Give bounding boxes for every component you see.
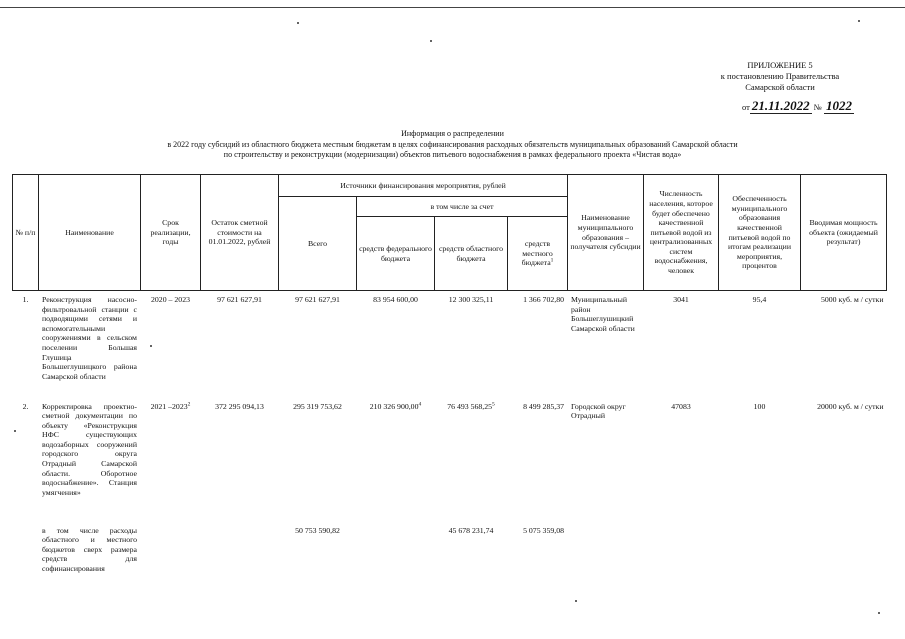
decree-date: 21.11.2022 bbox=[751, 98, 810, 113]
header-regional: средств областного бюджета bbox=[435, 217, 508, 291]
title-line2: в 2022 году субсидий из областного бюджета местным бюджетам в целях софинансирования расходных обязательств муниципальных образований Самарской области bbox=[167, 139, 738, 149]
row2-num: 2. bbox=[22, 401, 29, 411]
row1-local: 1 366 702,80 bbox=[523, 295, 564, 304]
row2-term-text: 2021 –2023 bbox=[150, 401, 188, 411]
scan-speck bbox=[878, 612, 880, 614]
row1-capacity: 5000 куб. м / сутки bbox=[820, 295, 884, 304]
row2-population: 47083 bbox=[671, 401, 691, 411]
header-population: Численность населения, которое будет обеспечено качественной питьевой водой из централизованных систем водоснабжения, человек bbox=[644, 175, 719, 291]
row2-federal bbox=[357, 401, 435, 525]
top-rule bbox=[0, 7, 905, 8]
header-local bbox=[508, 217, 568, 291]
header-sources: Источники финансирования мероприятия, рублей bbox=[279, 175, 568, 197]
row2-term bbox=[141, 401, 201, 525]
subrow-regional: 45 678 231,74 bbox=[448, 525, 494, 535]
row2-name: Корректировка проектно-сметной документации по объекту «Реконструкция НФС существующих водозаборных сооружений городского округа Отрадный Самарской области. Оборотное водоснабжение». Станция умягчения» bbox=[42, 401, 137, 497]
header-capacity: Вводимая мощность объекта (ожидаемый результат) bbox=[801, 175, 887, 291]
header-name: Наименование bbox=[39, 175, 141, 291]
row1-federal bbox=[357, 291, 435, 401]
document-title bbox=[0, 129, 905, 161]
row1-provision: 95,4 bbox=[752, 295, 767, 304]
header-municipality: Наименование муниципального образования – получателя субсидии bbox=[568, 175, 644, 291]
scan-speck bbox=[430, 40, 432, 42]
table-row bbox=[13, 401, 887, 525]
row2-provision: 100 bbox=[753, 401, 766, 411]
row1-regional bbox=[435, 291, 508, 401]
scan-speck bbox=[575, 600, 577, 602]
distribution-table bbox=[12, 174, 887, 585]
row2-remainder: 372 295 094,13 bbox=[215, 401, 264, 411]
row2-capacity: 20000 куб. м / сутки bbox=[817, 401, 884, 411]
header-local-text: средств местного бюджета bbox=[521, 239, 553, 268]
row1-total: 97 621 627,91 bbox=[295, 295, 340, 304]
header-local-footnote: 1 bbox=[550, 257, 554, 264]
row1-municipality: Муниципальный район Большеглушицкий Самарской области bbox=[571, 295, 635, 333]
decree-date-line bbox=[742, 98, 854, 114]
header-total: Всего bbox=[279, 197, 357, 291]
row2-local: 8 499 285,37 bbox=[523, 401, 564, 411]
subrow-name: в том числе расходы областного и местного бюджетов сверх размера средств для софинансирования bbox=[42, 525, 137, 573]
decree-number: 1022 bbox=[826, 98, 853, 113]
row2-regional-text: 76 493 568,25 bbox=[447, 401, 493, 411]
scan-speck bbox=[150, 345, 152, 347]
header-federal: средств федерального бюджета bbox=[357, 217, 435, 291]
row2-federal-footnote: 4 bbox=[418, 400, 422, 407]
row1-remainder: 97 621 627,91 bbox=[217, 295, 262, 304]
row2-regional bbox=[435, 401, 508, 525]
appendix-line3: Самарской области bbox=[745, 82, 815, 92]
scan-speck bbox=[14, 430, 16, 432]
row2-federal-text: 210 326 900,00 bbox=[369, 401, 419, 411]
header-including: в том числе за счет bbox=[357, 197, 568, 217]
subrow-total: 50 753 590,82 bbox=[295, 525, 340, 535]
row1-federal-text: 83 954 600,00 bbox=[373, 295, 418, 304]
title-line3: по строительству и реконструкции (модернизации) объектов питьевого водоснабжения в рамках федерального проекта «Чистая вода» bbox=[223, 150, 682, 159]
header-term: Срок реализации, годы bbox=[141, 175, 201, 291]
header-num: № п/п bbox=[13, 175, 39, 291]
scan-speck bbox=[858, 20, 860, 22]
row1-num: 1. bbox=[22, 295, 29, 304]
header-provision: Обеспеченность муниципального образования качественной питьевой водой по итогам реализации мероприятия, процентов bbox=[719, 175, 801, 291]
table-row bbox=[13, 525, 887, 585]
row1-regional-text: 12 300 325,11 bbox=[448, 295, 494, 304]
appendix-block bbox=[695, 60, 865, 93]
subrow-local: 5 075 359,08 bbox=[523, 525, 564, 535]
row2-term-footnote: 2 bbox=[187, 400, 191, 407]
row1-population: 3041 bbox=[673, 295, 689, 304]
table-row bbox=[13, 291, 887, 401]
row1-term-text: 2020 – 2023 bbox=[151, 295, 190, 304]
row1-name: Реконструкция насосно-фильтровальной станции с подводящими сетями и вспомогательными сооружениями в сельском поселении Большая Глушица Большеглушицкого района Самарской области bbox=[42, 295, 137, 381]
row2-municipality: Городской округ Отрадный bbox=[571, 401, 626, 421]
row2-total: 295 319 753,62 bbox=[293, 401, 342, 411]
title-line1: Информация о распределении bbox=[401, 129, 504, 138]
from-prefix: от bbox=[742, 102, 750, 112]
number-prefix: № bbox=[813, 102, 822, 112]
scan-speck bbox=[297, 22, 299, 24]
row2-regional-footnote: 5 bbox=[492, 400, 495, 407]
appendix-title: ПРИЛОЖЕНИЕ 5 bbox=[747, 60, 813, 70]
header-remainder: Остаток сметной стоимости на 01.01.2022, рублей bbox=[201, 175, 279, 291]
appendix-line2: к постановлению Правительства bbox=[720, 71, 840, 81]
